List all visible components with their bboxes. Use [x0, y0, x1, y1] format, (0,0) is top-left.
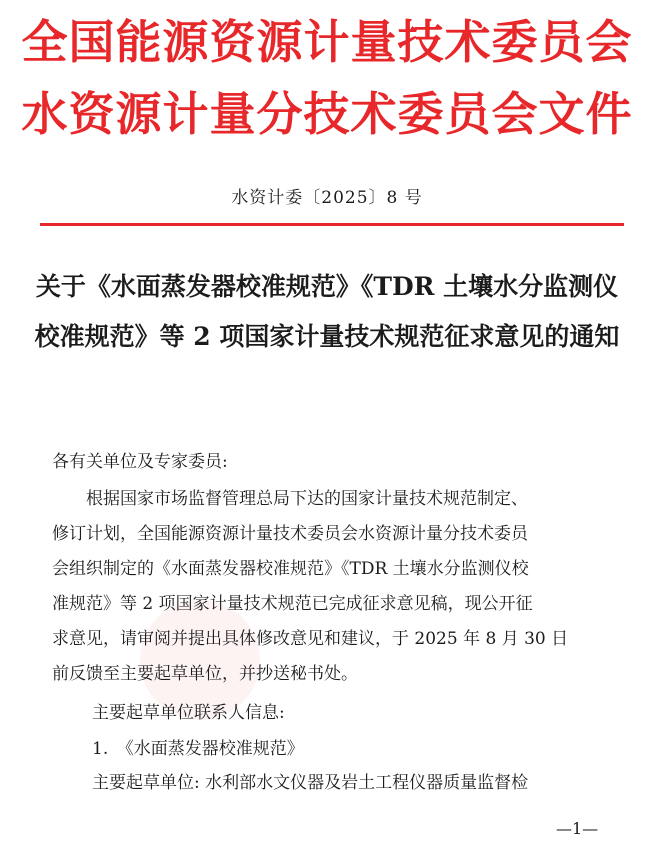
list-item-1: 1. 《水面蒸发器校准规范》 — [92, 739, 304, 759]
paragraph-line: 准规范》等 2 项国家计量技术规范已完成征求意见稿，现公开征 — [52, 594, 533, 614]
header-title-line-1: 全国能源资源计量技术委员会 — [21, 15, 633, 69]
paragraph-1 — [52, 486, 632, 696]
drafting-unit: 主要起草单位: 水利部水文仪器及岩土工程仪器质量监督检 — [92, 773, 529, 793]
paragraph-line: 会组织制定的《水面蒸发器校准规范》《TDR 土壤水分监测仪校 — [52, 559, 529, 579]
paragraph-line: 前反馈至主要起草单位，并抄送秘书处。 — [52, 664, 358, 684]
paragraph-line: 根据国家市场监督管理总局下达的国家计量技术规范制定、 — [52, 489, 528, 509]
page-number: —1— — [556, 819, 599, 838]
document-number: 水资计委〔2025〕8 号 — [231, 188, 423, 208]
paragraph-line: 求意见，请审阅并提出具体修改意见和建议，于 2025 年 8 月 30 日 — [52, 629, 569, 649]
header-title-line-2: 水资源计量分技术委员会文件 — [21, 87, 633, 141]
salutation: 各有关单位及专家委员: — [52, 452, 228, 472]
paragraph-line: 修订计划，全国能源资源计量技术委员会水资源计量分技术委员 — [52, 524, 528, 544]
red-divider — [40, 223, 624, 226]
notice-title: 关于《水面蒸发器校准规范》《TDR 土壤水分监测仪校准规范》等 2 项国家计量技术规范征求意见的通知 — [34, 272, 620, 351]
contact-info-label: 主要起草单位联系人信息: — [92, 703, 285, 723]
